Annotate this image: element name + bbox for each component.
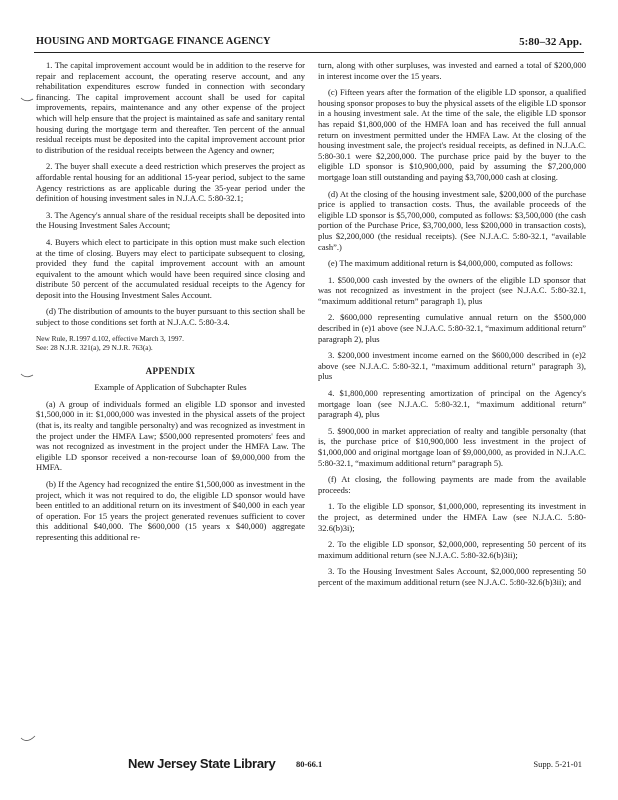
header-rule	[34, 52, 584, 53]
history-line-1: New Rule, R.1997 d.102, effective March 3, 1997.	[36, 333, 185, 343]
library-stamp: New Jersey State Library	[128, 756, 276, 771]
appendix-paragraph-d: (d) At the closing of the housing investment sale, $200,000 of the purchase price is applied to transaction costs. Thus, the available proceeds of the eligible LD sponsor is $5,700,000, computed as follows: $3,500,000 (the cash portion of the Purchase Price, $3,700,000, less $200,000 in transaction costs), plus $2,200,000 (the residual receipts). (See N.J.A.C. 5:80-32.1, “available cash”.)	[318, 188, 586, 252]
appendix-item-e5: 5. $900,000 in market appreciation of realty and tangible personalty (that is, the purchase price of $10,900,000 less investment in the project of $1,000,000 and original mortgage loan of $9,000,000, as provided in N.J.A.C. 5:80-32.1, “maximum additional return” paragraph 5).	[318, 425, 586, 468]
rule-history	[36, 334, 305, 352]
page-footer	[0, 756, 618, 776]
appendix-paragraph-e: (e) The maximum additional return is $4,000,000, computed as follows:	[328, 258, 573, 269]
paragraph-c3: 3. The Agency's annual share of the residual receipts shall be deposited into the Housing Investment Sales Account;	[36, 209, 305, 231]
paragraph-c1: 1. The capital improvement account would be in addition to the reserve for repair and replacement account, the operating reserve account, and any rehabilitation expenditures escrow funded in connection with secondary financing. The capital improvement account shall be used for capital improvements, repairs, maintenance and any other expense of the project which will help ensure that the project is maintained as safe and sanitary rental housing during the mortgage term and thereafter. Ten percent of the annual residual receipts must be deposited into the capital improvement account prior to distribution of the residual receipts between the Agency and owner;	[36, 60, 305, 155]
appendix-item-e2: 2. $600,000 representing cumulative annual return on the $500,000 described in (e)1 above (see N.J.A.C. 5:80-32.1, “maximum additional return” paragraph 2), plus	[318, 312, 586, 344]
appendix-item-f1: 1. To the eligible LD sponsor, $1,000,000, representing its investment in the project, as determined under the HMFA Law (see N.J.A.C. 5:80-32.6(b)3i);	[318, 501, 586, 533]
margin-mark-2	[20, 372, 34, 380]
appendix-paragraph-a: (a) A group of individuals formed an eligible LD sponsor and invested $1,500,000 in it: $1,000,000 was invested in the physical assets of the project (that is, its realty and tangible personalty) and was recognized as investment in the project under the HMFA Law; $500,000 represented promoters' fees and was not recognized as investment in the project under the HMFA Law. The eligible LD sponsor received a non-recourse loan of $9,000,000 from the HMFA.	[36, 398, 305, 473]
page-header	[36, 36, 582, 50]
margin-mark-1	[20, 96, 34, 104]
header-agency-title: HOUSING AND MORTGAGE FINANCE AGENCY	[36, 36, 271, 47]
page-number: 80-66.1	[296, 759, 323, 769]
appendix-title: APPENDIX	[145, 365, 196, 376]
appendix-item-e3: 3. $200,000 investment income earned on the $600,000 described in (e)2 above (see N.J.A.C. 5:80-32.1, “maximum additional return” paragraph 3), plus	[318, 350, 586, 382]
right-column	[318, 60, 586, 594]
left-column	[36, 60, 305, 549]
appendix-paragraph-c: (c) Fifteen years after the formation of the eligible LD sponsor, a qualified housing sponsor proposes to buy the physical assets of the eligible LD sponsor in a housing investment sale. At the time of the sale, the eligible LD sponsor has repaid $1,800,000 of the HMFA loan and has received the full annual return on investment permitted under the HMFA Law. At the closing of the housing investment sale, the project's residual receipts, as defined in N.J.A.C. 5:80-30.1 were $2,200,000. The purchase price paid by the buyer to the eligible LD sponsor is $10,900,000, paid by assuming the $7,200,000 mortgage loan still outstanding and paying $3,700,000 cash at closing.	[318, 87, 586, 182]
supplement-date: Supp. 5-21-01	[533, 759, 582, 769]
appendix-item-f3: 3. To the Housing Investment Sales Account, $2,000,000 representing 50 percent of the maximum additional return (see N.J.A.C. 5:80-32.6(b)3ii); and	[318, 566, 586, 587]
paragraph-d: (d) The distribution of amounts to the buyer pursuant to this section shall be subject to those conditions set forth at N.J.A.C. 5:80-3.4.	[36, 306, 305, 328]
history-line-2: See: 28 N.J.R. 321(a), 29 N.J.R. 763(a).	[36, 342, 153, 352]
appendix-paragraph-b: (b) If the Agency had recognized the entire $1,500,000 as investment in the project, which it was not required to do, the eligible LD sponsor would have been entitled to an additional return on its investment of $40,000 in each year of operation. For 15 years the project generated revenues sufficient to cover this additional $40,000. The $600,000 (15 years x $40,000) aggregate representing this additional re-	[36, 479, 305, 542]
appendix-paragraph-f: (f) At closing, the following payments are made from the available proceeds:	[318, 474, 586, 495]
appendix-paragraph-b-continued: turn, along with other surpluses, was invested and earned a total of $200,000 in interest income over the 15 years.	[318, 60, 586, 81]
header-section-number: 5:80–32 App.	[519, 36, 582, 48]
paragraph-c2: 2. The buyer shall execute a deed restriction which preserves the project as affordable rental housing for an additional 15-year period, subject to the same Agency restrictions as are applicable during the 35-year period under the definition of housing investment sales in N.J.A.C. 5:80-32.1;	[36, 161, 305, 204]
paragraph-c4: 4. Buyers which elect to participate in this option must make such election at the time of closing. Buyers may elect to participate subsequent to closing, provided they fund the capital improvement account with an amount equivalent to the amount which would have been required since closing and distribute 50 percent of the accumulated residual receipts to the Agency for deposit into the Housing Investment Sales Account.	[36, 236, 305, 300]
appendix-subtitle: Example of Application of Subchapter Rules	[94, 382, 247, 393]
appendix-item-f2: 2. To the eligible LD sponsor, $2,000,000, representing 50 percent of its maximum additional return (see N.J.A.C. 5:80-32.6(b)3ii);	[318, 539, 586, 560]
margin-mark-3	[20, 735, 36, 745]
appendix-item-e4: 4. $1,800,000 representing amortization of principal on the Agency's mortgage loan (see N.J.A.C. 5:80-32.1, “maximum additional return” paragraph 4), plus	[318, 388, 586, 420]
appendix-item-e1: 1. $500,000 cash invested by the owners of the eligible LD sponsor that was not recognized as investment in the project (see N.J.A.C. 5:80-32.1, “maximum additional return” paragraph 1), plus	[318, 274, 586, 306]
